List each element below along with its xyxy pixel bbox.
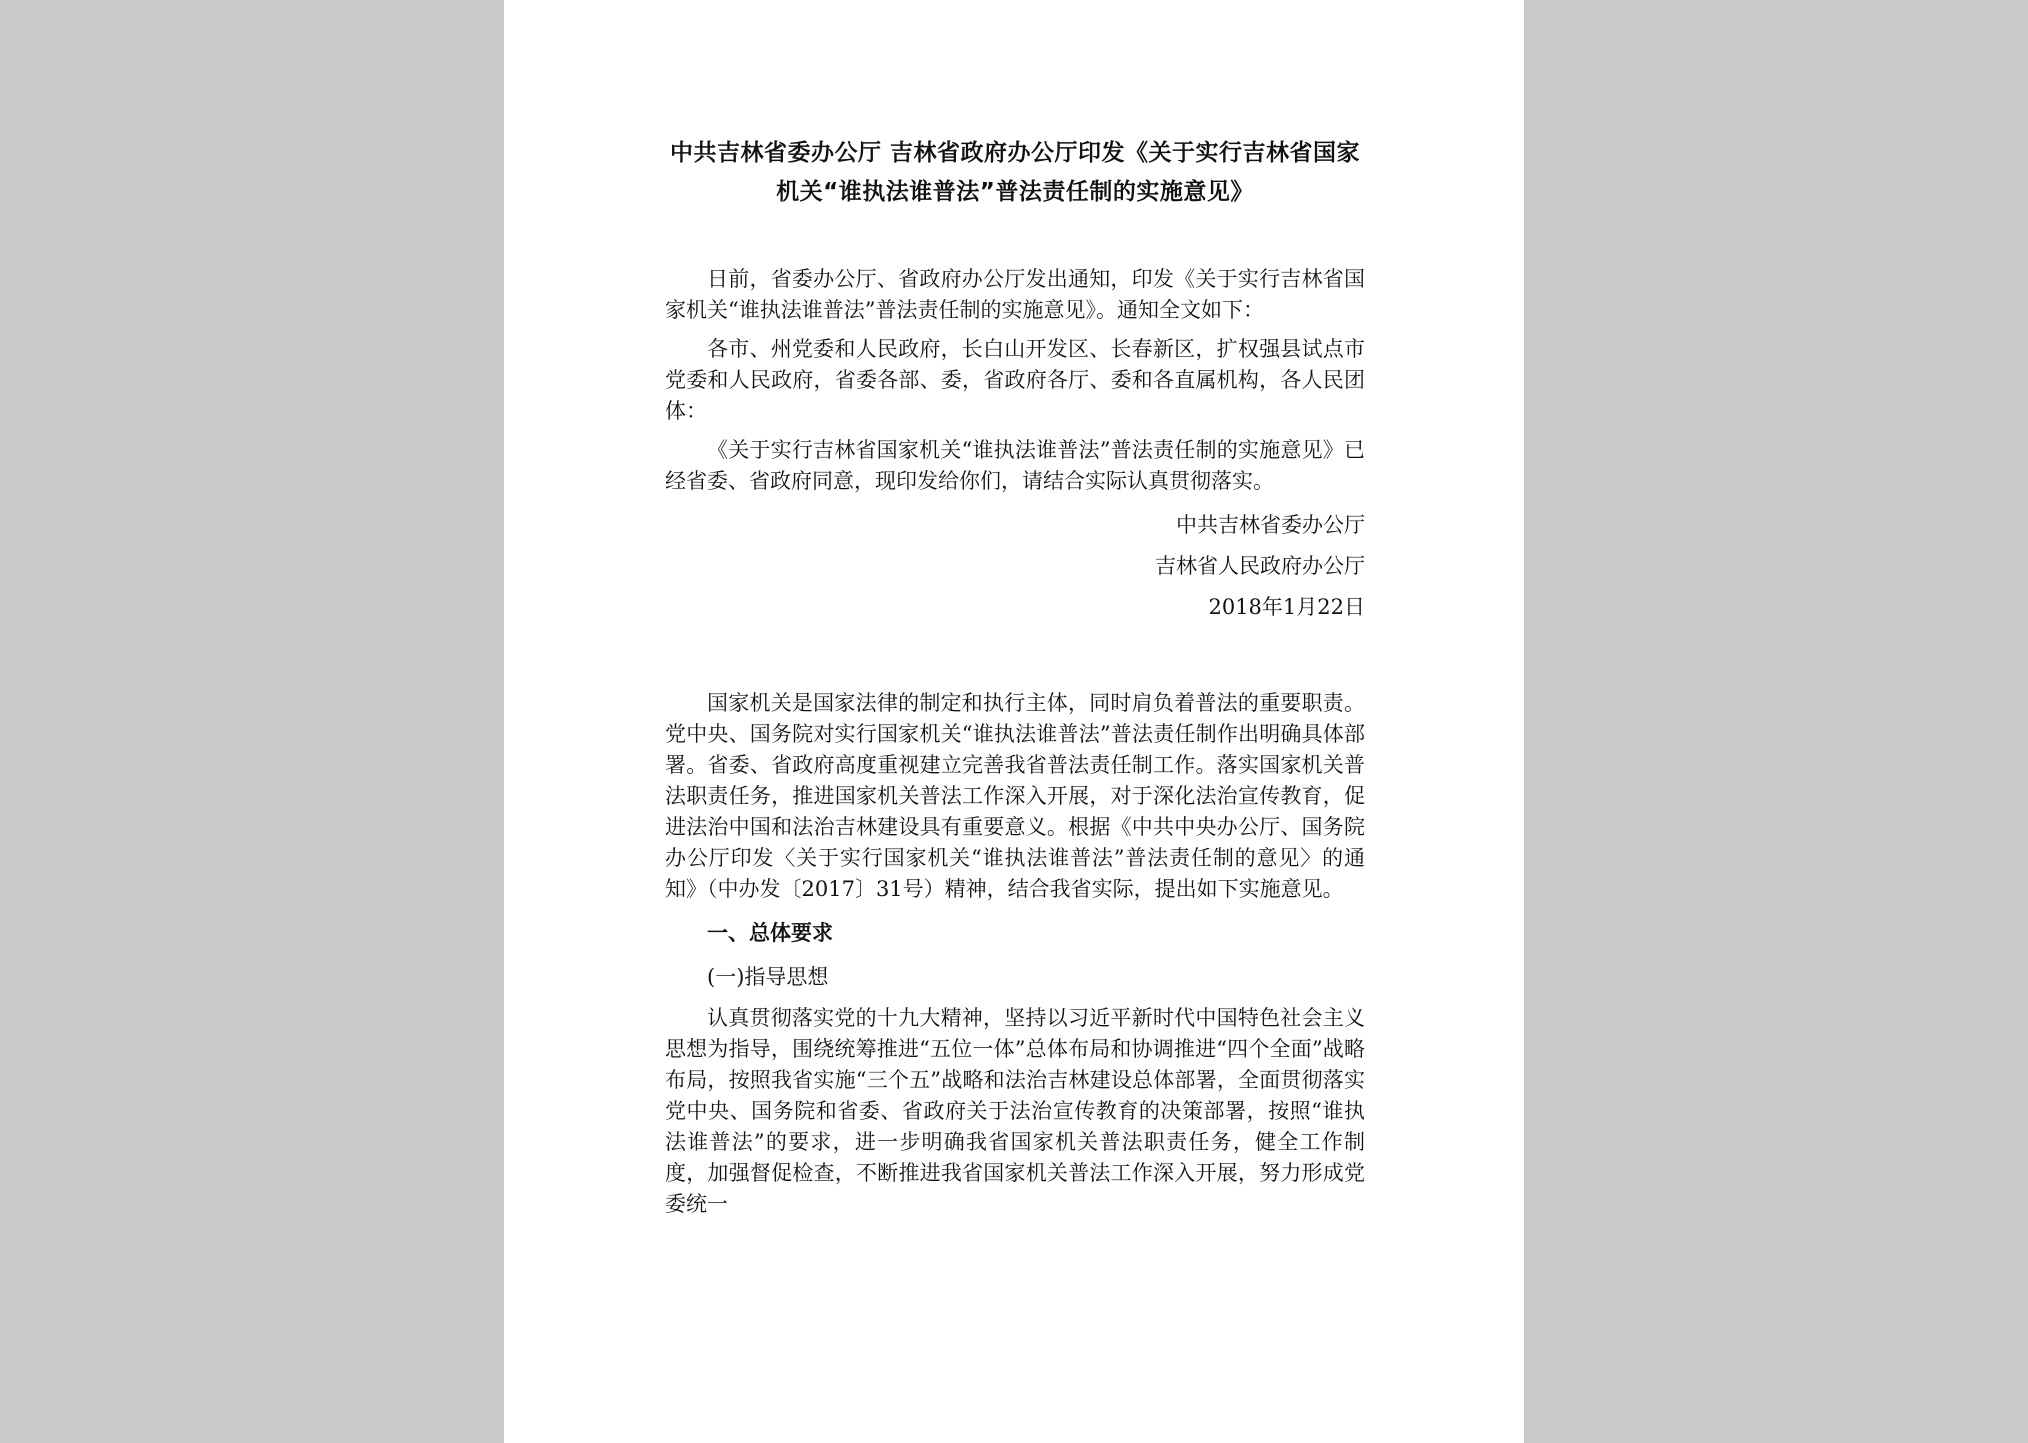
document-content [665,134,1365,1228]
document-title: 中共吉林省委办公厅 吉林省政府办公厅印发《关于实行吉林省国家机关“谁执法谁普法”普法责任制的实施意见》 [669,140,1360,205]
intro-paragraph-1: 日前，省委办公厅、省政府办公厅发出通知，印发《关于实行吉林省国家机关“谁执法谁普法”普法责任制的实施意见》。通知全文如下： [665,267,1365,322]
section-heading: 一、总体要求 [707,921,833,945]
section-paragraph: 认真贯彻落实党的十九大精神，坚持以习近平新时代中国特色社会主义思想为指导，围绕统筹推进“五位一体”总体布局和协调推进“四个全面”战略布局，按照我省实施“三个五”战略和法治吉林建设总体部署，全面贯彻落实党中央、国务院和省委、省政府关于法治宣传教育的决策部署，按照“谁执法谁普法”的要求，进一步明确我省国家机关普法职责任务，健全工作制度，加强督促检查，不断推进我省国家机关普法工作深入开展，努力形成党委统一 [665,1006,1365,1216]
intro-paragraph-3: 《关于实行吉林省国家机关“谁执法谁普法”普法责任制的实施意见》已经省委、省政府同意，现印发给你们，请结合实际认真贯彻落实。 [665,438,1365,493]
section-spacer [665,628,1365,688]
signature-org-2: 吉林省人民政府办公厅 [1155,554,1365,578]
subsection-heading: (一)指导思想 [707,965,829,989]
intro-paragraph-2: 各市、州党委和人民政府，长白山开发区、长春新区，扩权强县试点市党委和人民政府，省委各部、委，省政府各厅、委和各直属机构，各人民团体： [665,337,1365,423]
document-page [504,0,1524,1443]
signature-date: 2018年1月22日 [1208,595,1365,619]
signature-block [665,505,1365,628]
body-paragraph: 国家机关是国家法律的制定和执行主体，同时肩负着普法的重要职责。党中央、国务院对实行国家机关“谁执法谁普法”普法责任制作出明确具体部署。省委、省政府高度重视建立完善我省普法责任制工作。落实国家机关普法职责任务，推进国家机关普法工作深入开展，对于深化法治宣传教育，促进法治中国和法治吉林建设具有重要意义。根据《中共中央办公厅、国务院办公厅印发〈关于实行国家机关“谁执法谁普法”普法责任制的意见〉的通知》（中办发〔2017〕31号）精神，结合我省实际，提出如下实施意见。 [665,691,1365,901]
signature-org-1: 中共吉林省委办公厅 [1176,513,1365,537]
title-spacer [665,212,1365,264]
